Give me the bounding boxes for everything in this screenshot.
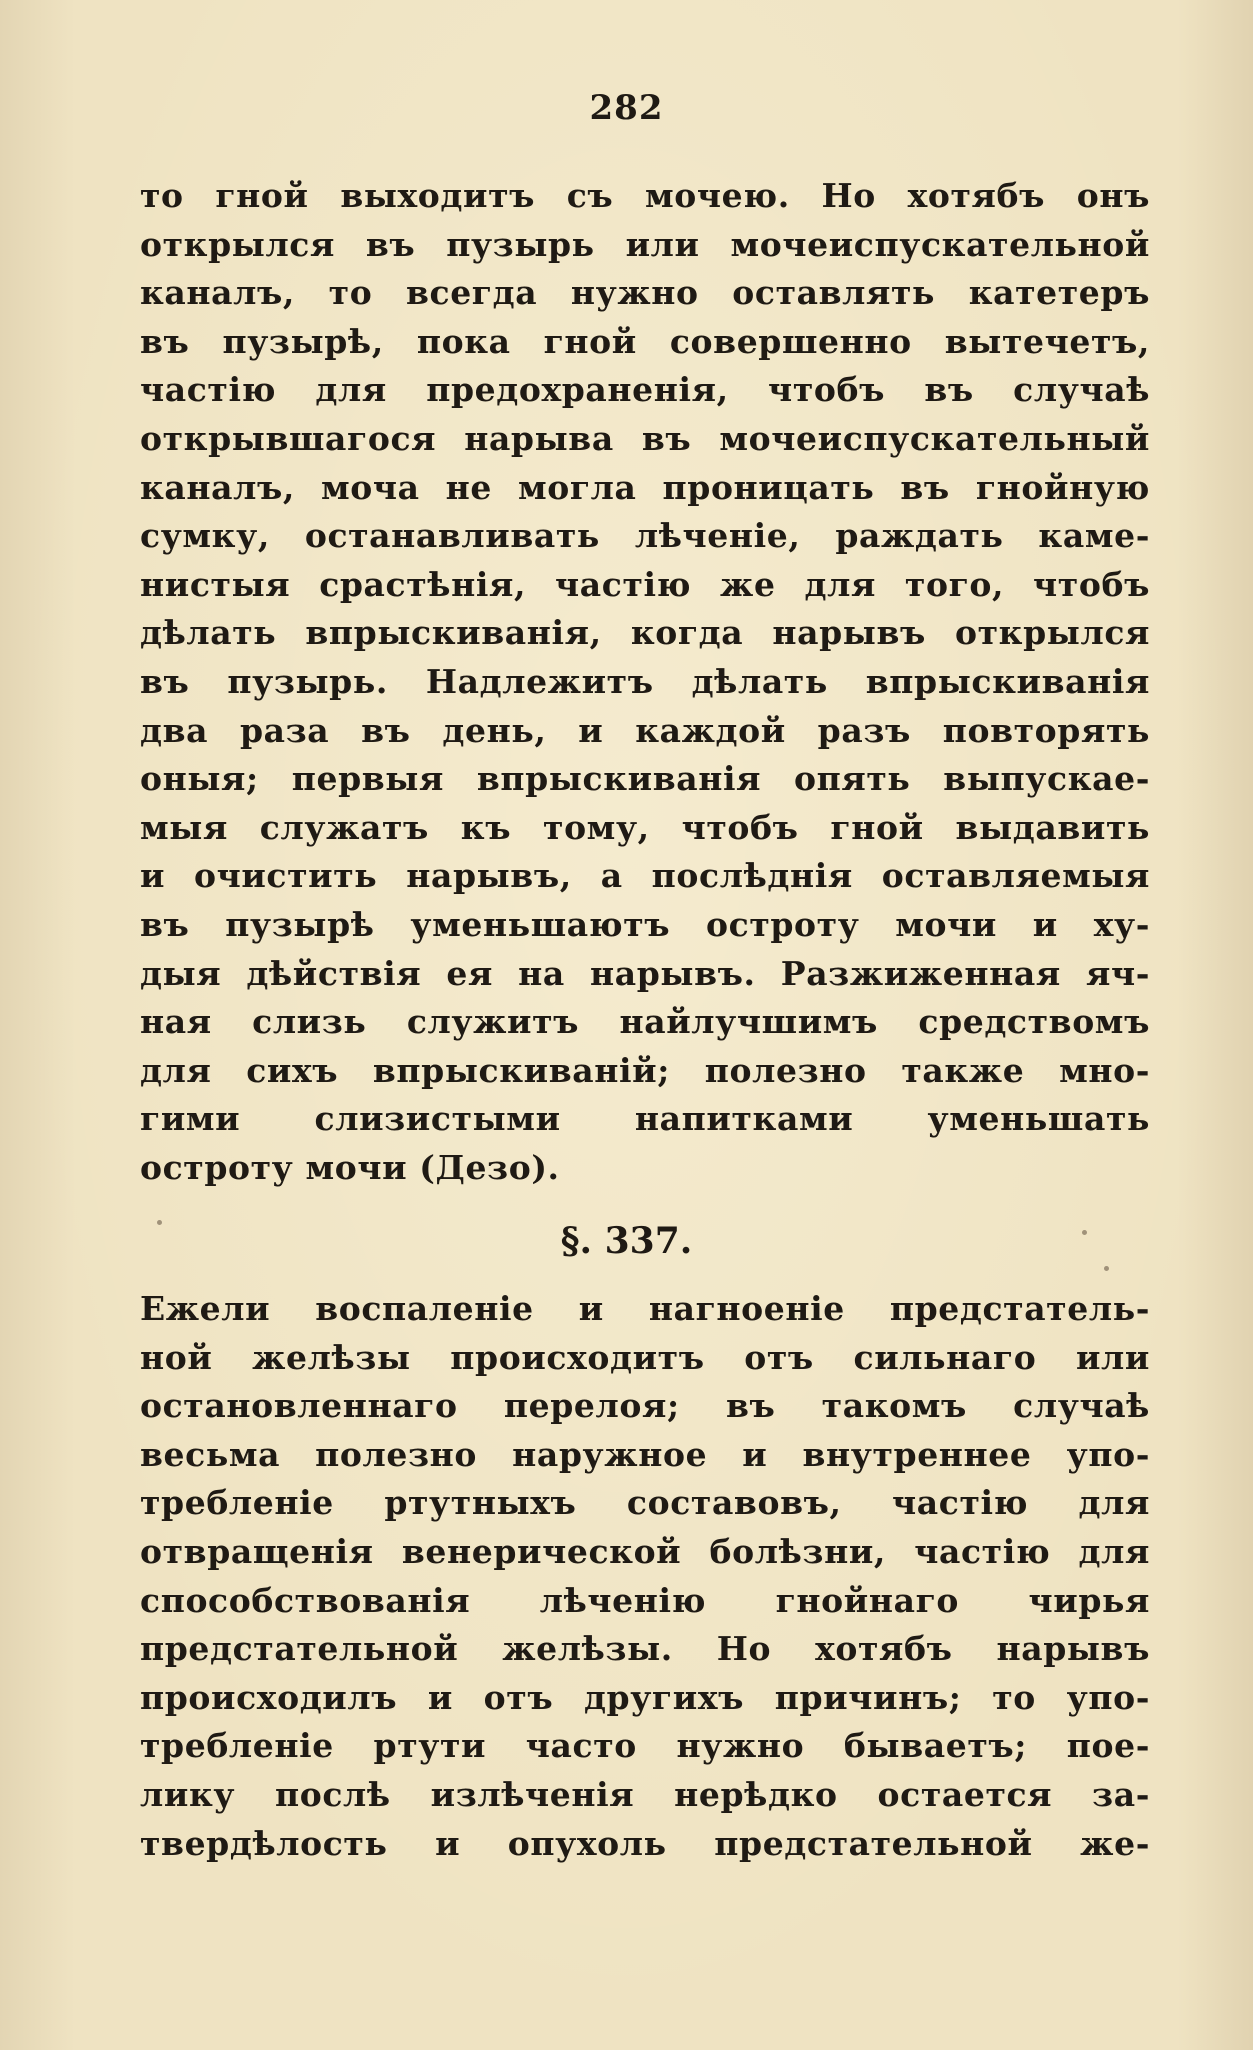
text-line: предстательной желѣзы. Но хотябъ нарывъ [140,1629,1150,1669]
text-line: въ пузырѣ, пока гной совершенно вытечетъ, [140,321,1150,361]
text-line: твердѣлость и опухоль предстательной же- [140,1823,1150,1863]
text-line: Ежели воспаленіе и нагноеніе предстатель- [140,1289,1150,1328]
page-number: 282 [589,88,664,128]
text-line: весьма полезно наружное и внутреннее упо- [140,1434,1150,1474]
text-line: для сихъ впрыскиваній; полезно также мно- [140,1050,1150,1090]
text-line: то гной выходитъ съ мочею. Но хотябъ онъ [140,176,1150,215]
text-line: гими слизистыми напитками уменьшать [140,1099,1150,1139]
text-line: въ пузырѣ уменьшаютъ остроту мочи и ху- [140,904,1150,944]
text-line: отвращенія венерической болѣзни, частію для [140,1531,1150,1571]
text-line: происходилъ и отъ другихъ причинъ; то упо- [140,1677,1150,1717]
text-line: въ пузырь. Надлежитъ дѣлать впрыскиванія [140,661,1150,701]
ink-speck [157,1220,162,1225]
text-line: ной желѣзы происходитъ отъ сильнаго или [140,1337,1150,1377]
text-line: мыя служатъ къ тому, чтобъ гной выдавить [140,807,1150,847]
section-heading: §. 337. [560,1220,693,1262]
text-line: каналъ, моча не могла проницать въ гнойную [140,467,1150,507]
text-line: остановленнаго перелоя; въ такомъ случаѣ [140,1386,1150,1426]
ink-speck [1104,1266,1109,1271]
ink-speck [1082,1230,1087,1235]
text-line: дыя дѣйствія ея на нарывъ. Разжиженная яч- [140,953,1150,993]
text-line: два раза въ день, и каждой разъ повторять [140,710,1150,750]
text-line: лику послѣ излѣченія нерѣдко остается за- [140,1774,1150,1814]
text-line: и очистить нарывъ, а послѣднія оставляемыя [140,856,1150,896]
text-line: ная слизь служитъ найлучшимъ средствомъ [140,1002,1150,1042]
text-line: частію для предохраненія, чтобъ въ случаѣ [140,370,1150,410]
text-line: открылся въ пузырь или мочеиспускательной [140,224,1150,264]
text-line: способствованія лѣченію гнойнаго чирья [140,1580,1150,1620]
text-line: дѣлать впрыскиванія, когда нарывъ открылся [140,613,1150,653]
text-line: открывшагося нарыва въ мочеиспускательный [140,418,1150,458]
text-line: требленіе ртути часто нужно бываетъ; пое- [140,1726,1150,1766]
text-line: сумку, останавливать лѣченіе, раждать каме- [140,516,1150,556]
text-line: оныя; первыя впрыскиванія опять выпускае- [140,759,1150,799]
text-line: остроту мочи (Дезо). [140,1147,560,1187]
text-line: нистыя срастѣнія, частію же для того, чтобъ [140,564,1150,604]
text-line: каналъ, то всегда нужно оставлять катетеръ [140,273,1150,313]
paragraph-section-337 [140,1285,1150,1868]
paragraph-continuation [140,172,1150,1192]
text-line: требленіе ртутныхъ составовъ, частію для [140,1483,1150,1523]
